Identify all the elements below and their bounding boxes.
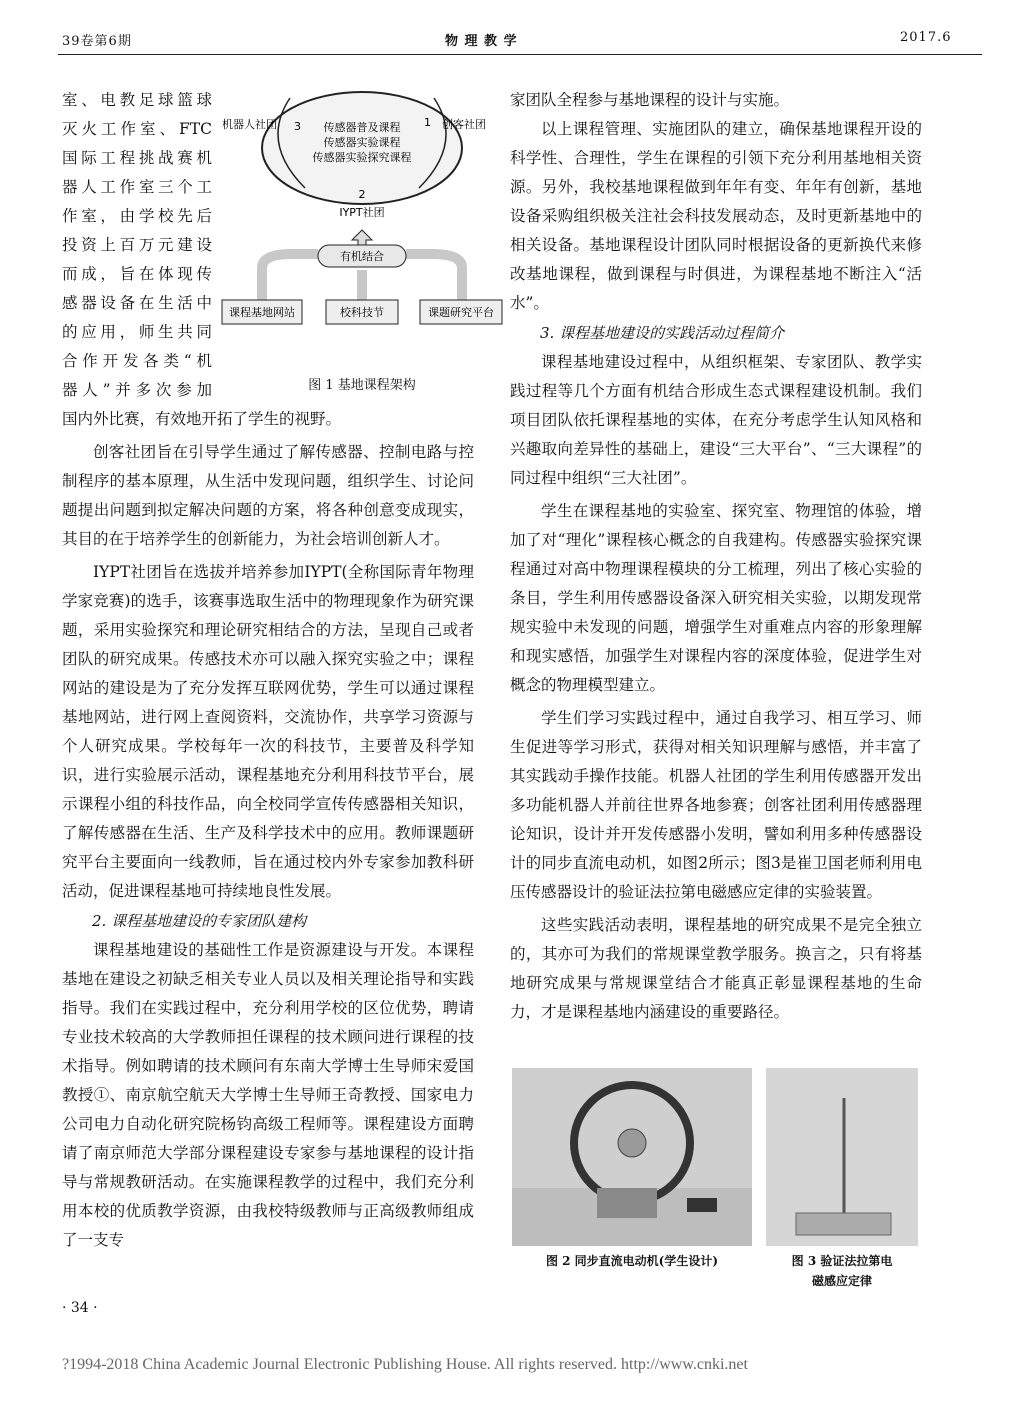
wrap-text-block (62, 86, 212, 405)
paragraph: 课程基地建设的基础性工作是资源建设与开发。本课程基地在建设之初缺乏相关专业人员以及相关理论指导和实践指导。我们在实践过程中，充分利用学校的区位优势，聘请专业技术较高的大学教师担任课程的技术顾问进行课程的技术指导。例如聘请的技术顾问有东南大学博士生导师宋爱国教授①、南京航空航天大学博士生导师王奇教授、国家电力公司电力自动化研究院杨钧高级工程师等。课程建设方面聘请了南京师范大学部分课程建设专家参与基地课程的设计指导与常规教研活动。在实施课程教学的过程中，我们充分利用本校的优质教学资源，由我校特级教师与正高级教师组成了一支专 (62, 941, 474, 1249)
circle-label-3: 传感器实验探究课程 (312, 151, 412, 164)
label-robot-club: 机器人社团 (222, 118, 277, 131)
wrap-line: 灭火工作室、FTC (62, 120, 212, 138)
figure-1-caption: 图 1 基地课程架构 (308, 378, 416, 393)
label-iypt-club: IYPT社团 (339, 206, 385, 219)
paragraph: 课程基地建设过程中，从组织框架、专家团队、教学实践过程等几个方面有机结合形成生态式课程建设机制。我们项目团队依托课程基地的实体，在充分考虑学生认知风格和兴趣取向差异性的基础上，建设“三大平台”、“三大课程”的同过程中组织“三大社团”。 (510, 353, 922, 487)
wrap-line: 器人工作室三个工 (62, 178, 212, 196)
wrap-line: 的应用，师生共同 (62, 323, 212, 341)
wrap-line: 感器设备在生活中 (62, 294, 212, 312)
motor-hub (618, 1129, 646, 1157)
wrap-line: 器人”并多次参加 (62, 381, 212, 399)
paragraph: 学生在课程基地的实验室、探究室、物理馆的体验，增加了对“理化”课程核心概念的自我建构。传感器实验探究课程通过对高中物理课程模块的分工梳理，列出了核心实验的条目，学生利用传感器设备深入研究相关实验，以期发现常规实验中未发现的问题，增强学生对重难点内容的形象理解和现实感悟，加强学生对课程内容的深度体验，促进学生对概念的物理模型建立。 (510, 502, 922, 694)
figure-3-caption-line2: 磁感应定律 (811, 1274, 872, 1288)
wrap-line: 而成，旨在体现传 (62, 265, 212, 283)
circle-number-2: 2 (358, 188, 366, 201)
circle-label-2: 传感器实验课程 (323, 136, 401, 149)
platform-website-label: 课程基地网站 (229, 306, 295, 319)
paragraph: 这些实践活动表明，课程基地的研究成果不是完全独立的，其亦可为我们的常规课堂教学服务。换言之，只有将基地研究成果与常规课堂结合才能真正彰显课程基地的生命力，才是课程基地内涵建设的重要路径。 (510, 916, 922, 1021)
figure-3-caption-line1: 图 3 验证法拉第电 (791, 1254, 893, 1268)
battery (687, 1198, 717, 1212)
motor-base (597, 1188, 657, 1218)
paragraph: 创客社团旨在引导学生通过了解传感器、控制电路与控制程序的基本原理，从生活中发现问题，组织学生、讨论问题提出问题到拟定解决问题的方案，将各种创意变成现实，其目的在于培养学生的创新能力，为社会培训创新人才。 (62, 443, 474, 548)
circle-number-3: 3 (294, 120, 301, 133)
figure-2-photo (512, 1068, 752, 1246)
label-maker-club: 创客社团 (442, 118, 486, 131)
wrap-line: 国际工程挑战赛机 (62, 149, 212, 167)
running-header-volume: 39卷第6期 (62, 34, 132, 49)
figure-2-caption: 图 2 同步直流电动机(学生设计) (545, 1254, 719, 1268)
page-number: · 34 · (62, 1300, 98, 1316)
paragraph: 国内外比赛，有效地开拓了学生的视野。 (62, 410, 342, 428)
wrap-line: 作室，由学校先后 (62, 207, 212, 225)
running-header-journal: 物 理 教 学 (445, 34, 518, 49)
left-column (62, 86, 474, 1255)
paragraph: 家团队全程参与基地课程的设计与实施。 (510, 91, 790, 109)
platform-research-label: 课题研究平台 (428, 306, 494, 319)
paragraph: 以上课程管理、实施团队的建立，确保基地课程开设的科学性、合理性，学生在课程的引领下充分利用基地相关资源。另外，我校基地课程做到年年有变、年年有创新，基地设备采购组织极关注社会科技发展动态，及时更新基地中的相关设备。基地课程设计团队同时根据设备的更新换代来修改基地课程，做到课程与时俱进，为课程基地不断注入“活水”。 (510, 120, 922, 312)
motor-photo-sketch (512, 1068, 752, 1246)
right-column (510, 86, 922, 1027)
copyright-footer: ?1994-2018 China Academic Journal Electronic Publishing House. All rights reserved. http://www.cnki.net (62, 1356, 748, 1373)
circle-label-1: 传感器普及课程 (323, 121, 401, 134)
platform-festival-label: 校科技节 (340, 306, 384, 319)
header-rule (58, 54, 982, 55)
faraday-apparatus-sketch (766, 1068, 918, 1246)
wrap-line: 室、电教足球篮球 (62, 91, 212, 109)
paragraph: 学生们学习实践过程中，通过自我学习、相互学习、师生促进等学习形式，获得对相关知识理解与感悟，并丰富了其实践动手操作技能。机器人社团的学生利用传感器开发出多功能机器人并前往世界各地参赛；创客社团利用传感器理论知识，设计并开发传感器小发明，譬如利用多种传感器设计的同步直流电动机，如图2所示；图3是崔卫国老师利用电压传感器设计的验证法拉第电磁感应定律的实验装置。 (510, 709, 922, 901)
figure-3-photo (766, 1068, 918, 1246)
section-heading-3: 3. 课程基地建设的实践活动过程简介 (540, 324, 785, 342)
combine-label: 有机结合 (340, 250, 384, 263)
apparatus-base (796, 1213, 891, 1235)
running-header-date: 2017.6 (900, 30, 952, 45)
wrap-line: 投资上百万元建设 (62, 236, 212, 254)
section-heading-2: 2. 课程基地建设的专家团队建构 (92, 912, 307, 930)
wrap-line: 合作开发各类“机 (62, 352, 212, 370)
paragraph: IYPT社团旨在选拔并培养参加IYPT(全称国际青年物理学家竞赛)的选手，该赛事选取生活中的物理现象作为研究课题，采用实验探究和理论研究相结合的方法，呈现自己或者团队的研究成果。传感技术亦可以融入探究实验之中；课程网站的建设是为了充分发挥互联网优势，学生可以通过课程基地网站，进行网上查阅资料，交流协作，共享学习资源与个人研究成果。学校每年一次的科技节，主要普及科学知识，进行实验展示活动，课程基地充分利用科技节平台，展示课程小组的科技作品，向全校同学宣传传感器相关知识，了解传感器在生活、生产及科学技术中的应用。教师课题研究平台主要面向一线教师，旨在通过校内外专家参加教科研活动，促进课程基地可持续地良性发展。 (62, 563, 474, 900)
circle-number-1: 1 (424, 116, 431, 129)
